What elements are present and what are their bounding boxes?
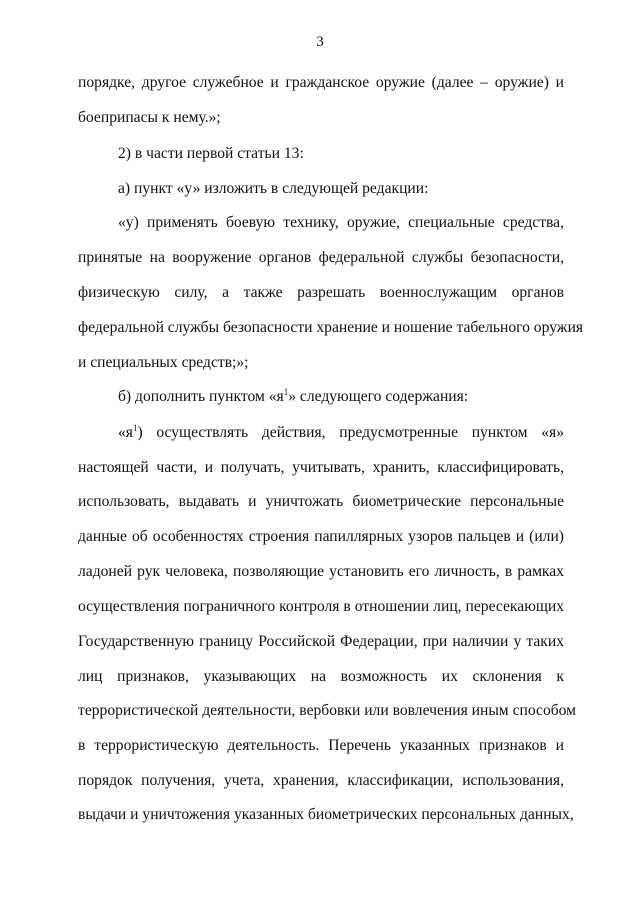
text-line: в террористическую деятельность. Перечень указанных признаков и	[78, 737, 564, 754]
text-line: террористической деятельности, вербовки или вовлечения иным способом	[78, 702, 577, 719]
text-line: 2) в части первой статьи 13:	[118, 145, 304, 162]
text-fragment: » следующего содержания:	[288, 388, 469, 405]
text-line: принятые на вооружение органов федеральной службы безопасности,	[78, 249, 564, 266]
text-line: лиц признаков, указывающих на возможность их склонения к	[78, 668, 564, 685]
text-fragment: «я	[118, 424, 133, 441]
text-line: осуществления пограничного контроля в отношении лиц, пересекающих	[78, 598, 564, 615]
superscript: 1	[283, 387, 289, 397]
text-fragment: б) дополнить пунктом «я	[118, 388, 284, 405]
text-line: использовать, выдавать и уничтожать биометрические персональные	[78, 493, 564, 510]
text-line: боеприпасы к нему.»;	[78, 109, 221, 126]
text-line: данные об особенностях строения папиллярных узоров пальцев и (или)	[78, 528, 564, 545]
page-number: 3	[316, 34, 324, 50]
text-line-with-superscript	[78, 387, 564, 407]
text-line: ладоней рук человека, позволяющие установить его личность, в рамках	[78, 563, 564, 580]
text-line: Государственную границу Российской Федерации, при наличии у таких	[78, 633, 564, 650]
text-line: а) пункт «у» изложить в следующей редакции:	[118, 180, 429, 197]
text-line: и специальных средств;»;	[78, 354, 249, 371]
text-line: выдачи и уничтожения указанных биометрических персональных данных,	[78, 806, 574, 823]
text-line: порядок получения, учета, хранения, классификации, использования,	[78, 772, 564, 789]
text-line: физическую силу, а также разрешать военнослужащим органов	[78, 284, 564, 301]
text-line-with-superscript	[78, 423, 564, 443]
text-line: настоящей части, и получать, учитывать, хранить, классифицировать,	[78, 459, 564, 476]
text-line: порядке, другое служебное и гражданское оружие (далее – оружие) и	[78, 74, 564, 91]
text-line: «у) применять боевую технику, оружие, специальные средства,	[118, 214, 564, 231]
text-line: федеральной службы безопасности хранение и ношение табельного оружия	[78, 319, 584, 336]
superscript: 1	[132, 423, 138, 433]
text-fragment: ) осуществлять действия, предусмотренные пунктом «я»	[137, 424, 564, 441]
